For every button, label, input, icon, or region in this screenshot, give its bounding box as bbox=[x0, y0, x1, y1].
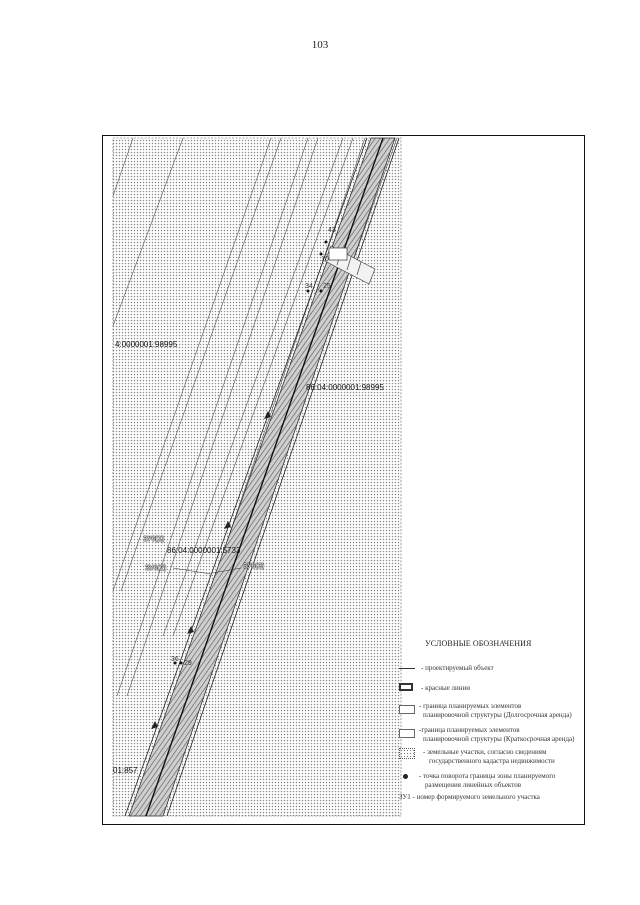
point-symbol-icon bbox=[403, 774, 408, 779]
line-symbol-icon bbox=[399, 668, 415, 669]
parcel-label-bottom: 01:857 bbox=[113, 766, 138, 775]
point-label-36: 36 bbox=[171, 656, 179, 663]
point-label-43: 43 bbox=[328, 227, 336, 234]
map-drawing bbox=[103, 136, 584, 824]
dots-symbol-icon bbox=[399, 748, 415, 759]
parcel-label-right: 86:04:0000001:98995 bbox=[306, 383, 384, 392]
zu-label-3: ЗУ6(3) bbox=[243, 563, 265, 570]
zu-label-1: ЗУ6(1) bbox=[143, 536, 165, 543]
page-number: 103 bbox=[311, 39, 329, 51]
legend-title: УСЛОВНЫЕ ОБОЗНАЧЕНИЯ bbox=[425, 639, 532, 648]
point-label-25: 25 bbox=[323, 283, 331, 290]
point-label-29: 29 bbox=[184, 660, 192, 667]
box-symbol-icon bbox=[399, 705, 415, 714]
point-label-10: 10 bbox=[321, 256, 329, 263]
parcel-label-left: 4:0000001:98995 bbox=[115, 340, 178, 349]
parcel-label-center: 86:04:0000001:5733 bbox=[167, 546, 241, 555]
point-label-34: 34 bbox=[305, 283, 313, 290]
box-symbol-icon bbox=[399, 729, 415, 738]
map-frame: 4:0000001:98995 86:04:0000001:98995 86:04:0000001:5733 ЗУ6(1) ЗУ6(2) ЗУ6(3) 01:857 43 10 34 25 36 29 УСЛОВНЫЕ ОБОЗНАЧЕНИЯ - проектируемый объект - красные линии - граница планируемых элементов планировочной структуры (Долгосрочная аренда) -граница планируемых элементов планировочной структуры (Краткосрочная аренда) - земельные участки, согласно сведениям государственного кадастра недвижимости - точка поворота границы зоны планируемого размещения линейных объектов ЗУ1 - номер формируемого земельного участка bbox=[102, 135, 585, 825]
thick-box-symbol-icon bbox=[399, 683, 413, 691]
zu-label-2: ЗУ6(2) bbox=[145, 565, 167, 572]
